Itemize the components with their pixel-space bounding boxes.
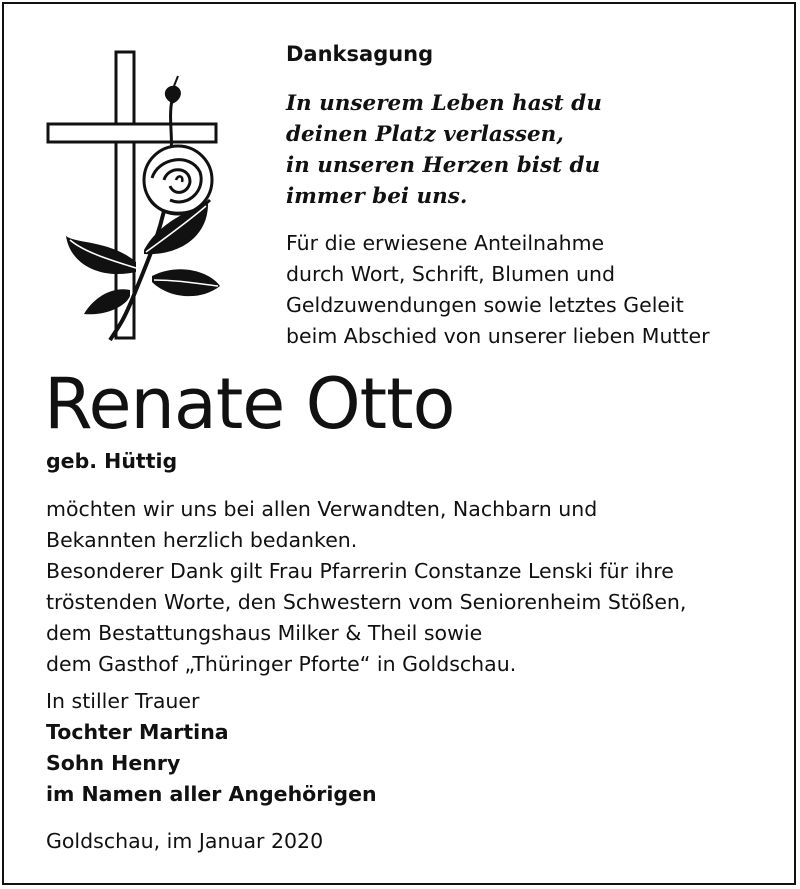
notice-title: Danksagung xyxy=(286,42,434,66)
cross-with-rose-icon xyxy=(40,40,230,350)
closing-intro: In stiller Trauer xyxy=(46,689,200,713)
intro-line: durch Wort, Schrift, Blumen und xyxy=(286,262,616,286)
place-date: Goldschau, im Januar 2020 xyxy=(46,829,324,853)
body-line: tröstenden Worte, den Schwestern vom Seniorenheim Stößen, xyxy=(46,590,687,614)
body-line: dem Bestattungshaus Milker & Theil sowie xyxy=(46,621,483,645)
memorial-verse xyxy=(286,88,602,212)
deceased-name: Renate Otto xyxy=(44,363,455,445)
thanks-body xyxy=(46,494,686,680)
verse-line: deinen Platz verlassen, xyxy=(286,122,564,147)
intro-line: Für die erwiesene Anteilnahme xyxy=(286,231,605,255)
mourners-block xyxy=(46,686,377,810)
verse-line: in unseren Herzen bist du xyxy=(286,153,601,178)
mourner-name: Sohn Henry xyxy=(46,751,181,775)
mourner-name: im Namen aller Angehörigen xyxy=(46,782,377,806)
mourner-name: Tochter Martina xyxy=(46,720,229,744)
body-line: möchten wir uns bei allen Verwandten, Nachbarn und xyxy=(46,497,598,521)
body-line: dem Gasthof „Thüringer Pforte“ in Goldschau. xyxy=(46,652,517,676)
thanks-intro xyxy=(286,228,710,352)
body-line: Besonderer Dank gilt Frau Pfarrerin Constanze Lenski für ihre xyxy=(46,559,674,583)
intro-line: Geldzuwendungen sowie letztes Geleit xyxy=(286,293,684,317)
maiden-name: geb. Hüttig xyxy=(46,449,178,473)
verse-line: In unserem Leben hast du xyxy=(286,91,602,116)
body-line: Bekannten herzlich bedanken. xyxy=(46,528,358,552)
verse-line: immer bei uns. xyxy=(286,184,468,209)
intro-line: beim Abschied von unserer lieben Mutter xyxy=(286,324,710,348)
